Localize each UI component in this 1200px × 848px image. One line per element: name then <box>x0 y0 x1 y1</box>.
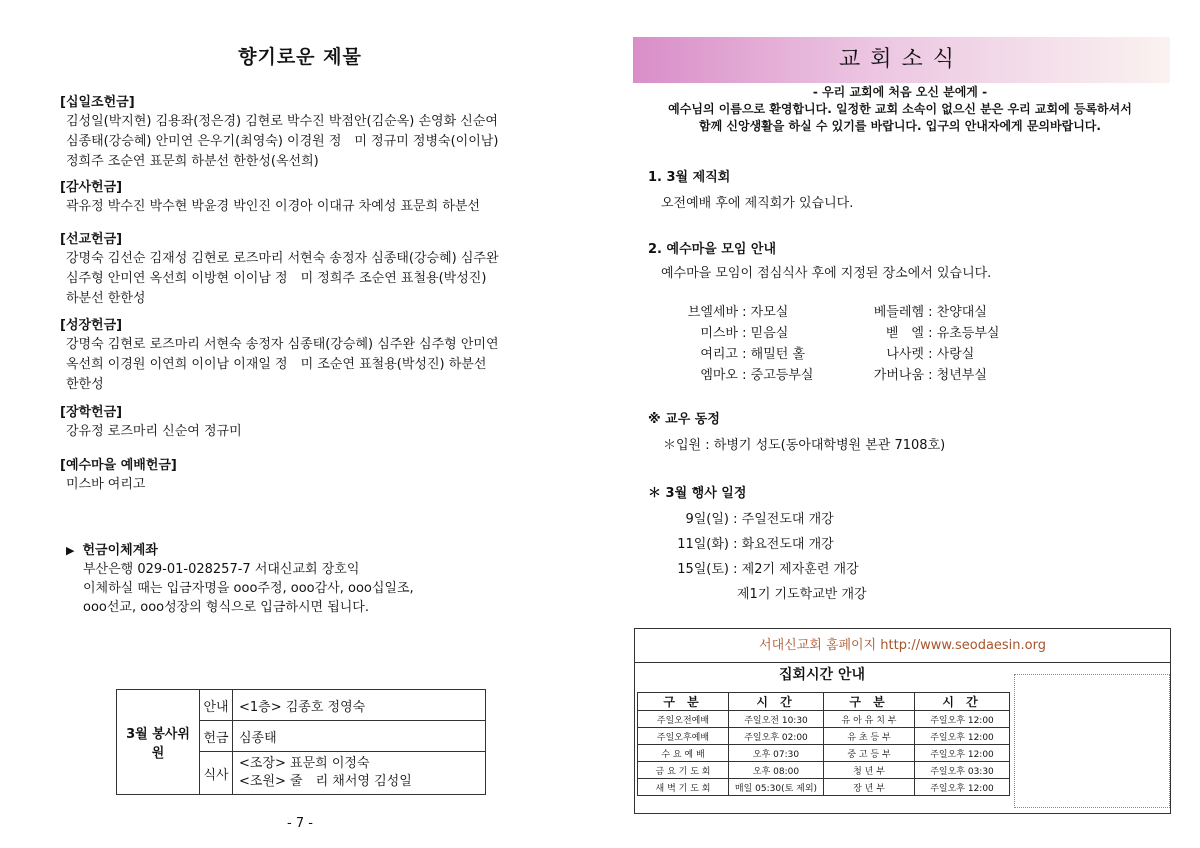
section-line: 정희주 조순연 표문희 하분선 한한성(옥선희) <box>66 154 319 169</box>
group-name: 브엘세바 <box>687 305 738 320</box>
table-cell: 새 벽 기 도 회 <box>638 779 729 796</box>
group-name: 가버나움 <box>873 368 924 383</box>
room-name: 찬양대실 <box>936 305 987 320</box>
volunteer-category: 안내 <box>200 690 233 721</box>
section-body <box>60 422 560 442</box>
group-name: 미스바 <box>700 326 738 341</box>
volunteer-name-line: <조원> 줄 리 채서영 김성일 <box>239 774 412 789</box>
item-heading: 1. 3월 제직회 <box>648 170 731 185</box>
group-name: 엠마오 <box>700 368 738 383</box>
room-name: 사랑실 <box>936 347 975 362</box>
section-heading: [감사헌금] <box>60 180 123 195</box>
table-cell: 금 요 기 도 회 <box>638 762 729 779</box>
list-item: 11일(화) : 화요전도대 개강 <box>663 533 867 558</box>
room-name: 중고등부실 <box>750 368 814 383</box>
section-body <box>60 112 560 172</box>
table-cell: 매일 05:30(토 제외) <box>729 779 824 796</box>
volunteer-name-line: <조장> 표문희 이정숙 <box>239 756 370 771</box>
event-text: 제2기 제자훈련 개강 <box>741 562 859 577</box>
section-line: 미스바 여리고 <box>66 477 146 492</box>
section-line: 하분선 한한성 <box>66 291 146 306</box>
event-date: 11일(화) <box>677 537 729 552</box>
group-name: 여리고 <box>700 347 738 362</box>
item-text: 오전예배 후에 제직회가 있습니다. <box>661 196 854 211</box>
table-row <box>638 779 1010 796</box>
meeting-title: 집회시간 안내 <box>778 667 866 683</box>
room-name: 자모실 <box>750 305 789 320</box>
room-name: 믿음실 <box>750 326 789 341</box>
table-cell: 주일오후 12:00 <box>915 745 1010 762</box>
welcome-line: 함께 신앙생활을 하실 수 있기를 바랍니다. 입구의 안내자에게 문의바랍니다. <box>699 119 1101 133</box>
room-list-left <box>664 301 813 385</box>
section-line: 곽유정 박수진 박수현 박윤경 박인진 이경아 이대규 차예성 표문희 하분선 <box>66 199 480 214</box>
list-item: 9일(일) : 주일전도대 개강 <box>663 508 867 533</box>
list-item: 벧 엘 : 유초등부실 <box>850 322 999 343</box>
church-news-banner: 교회소식 <box>633 37 1170 83</box>
account-body <box>66 560 536 617</box>
table-cell: 주일오후 12:00 <box>915 779 1010 796</box>
offering-section-village <box>60 454 560 495</box>
item-text: 예수마을 모임이 점심식사 후에 지정된 장소에서 있습니다. <box>661 266 992 281</box>
meeting-table <box>637 692 1010 796</box>
section-line: 강명숙 김선순 김재성 김현로 로즈마리 서현숙 송정자 심종태(강승혜) 심주완 <box>66 251 499 266</box>
section-heading: [성장헌금] <box>60 318 123 333</box>
table-cell: 주일오후 03:30 <box>915 762 1010 779</box>
account-line: ooo선교, ooo성장의 형식으로 입금하시면 됩니다. <box>83 600 370 615</box>
table-cell: 유 초 등 부 <box>824 728 915 745</box>
column-header: 구 분 <box>638 693 729 711</box>
table-cell: 주일오후예배 <box>638 728 729 745</box>
offering-section-tithe <box>60 91 560 172</box>
offering-section-mission <box>60 228 560 309</box>
table-row <box>638 711 1010 728</box>
section-line: 김성일(박지현) 김용좌(정은경) 김현로 박수진 박점안(김순옥) 손영화 신순여 <box>66 114 498 129</box>
news-text: ＊입원 : 하병기 성도(동아대학병원 본관 7108호) <box>663 438 946 453</box>
list-item: 여리고 : 해밀턴 홀 <box>664 343 813 364</box>
column-header: 시 간 <box>729 693 824 711</box>
group-name: 벧 엘 <box>885 326 924 341</box>
section-line: 옥선희 이경원 이연희 이이남 이재일 정 미 조순연 표철용(박성진) 하분선 <box>66 357 487 372</box>
section-line: 강명숙 김현로 로즈마리 서현숙 송정자 심종태(강승혜) 심주완 심주형 안미연 <box>66 337 499 352</box>
column-header: 구 분 <box>824 693 915 711</box>
event-text: 제1기 기도학교반 개강 <box>737 587 867 602</box>
section-heading: [장학헌금] <box>60 405 123 420</box>
list-item: 미스바 : 믿음실 <box>664 322 813 343</box>
table-cell: 오후 07:30 <box>729 745 824 762</box>
group-name: 나사렛 <box>886 347 924 362</box>
list-item <box>663 583 867 608</box>
page-number: - 7 - <box>287 816 313 831</box>
volunteer-category: 식사 <box>200 752 233 795</box>
item-heading: 2. 예수마을 모임 안내 <box>648 242 777 257</box>
section-body <box>60 197 560 217</box>
volunteer-label: 3월 봉사위원 <box>117 690 200 795</box>
section-heading: [선교헌금] <box>60 232 123 247</box>
list-item: 브엘세바 : 자모실 <box>664 301 813 322</box>
event-date: 15일(토) <box>677 562 729 577</box>
section-line: 한한성 <box>66 377 104 392</box>
list-item: 가버나움 : 청년부실 <box>850 364 999 385</box>
table-row <box>638 745 1010 762</box>
section-body <box>60 249 560 309</box>
table-cell: 주일오후 02:00 <box>729 728 824 745</box>
homepage-link[interactable]: 서대신교회 홈페이지 http://www.seodaesin.org <box>634 628 1171 663</box>
section-heading: [십일조헌금] <box>60 95 135 110</box>
section-line: 심주형 안미연 옥선희 이방현 이이남 정 미 정희주 조순연 표철용(박성진) <box>66 271 487 286</box>
event-list <box>663 508 867 608</box>
account-line: 부산은행 029-01-028257-7 서대신교회 장호익 <box>83 562 360 577</box>
welcome-message <box>640 84 1160 135</box>
event-text: 화요전도대 개강 <box>741 537 834 552</box>
offering-section-thanks <box>60 176 560 217</box>
list-item: 베들레헴 : 찬양대실 <box>850 301 999 322</box>
event-text: 주일전도대 개강 <box>741 512 834 527</box>
events-heading: ＊ 3월 행사 일정 <box>648 486 747 501</box>
table-cell: 오후 08:00 <box>729 762 824 779</box>
news-heading: ※ 교우 동정 <box>648 412 720 427</box>
volunteer-names: <1층> 김종호 정영숙 <box>233 690 486 721</box>
list-item: 나사렛 : 사랑실 <box>850 343 999 364</box>
volunteer-names <box>233 752 486 795</box>
list-item: 15일(토) : 제2기 제자훈련 개강 <box>663 558 867 583</box>
offering-section-growth <box>60 314 560 395</box>
table-cell: 청 년 부 <box>824 762 915 779</box>
list-item: 엠마오 : 중고등부실 <box>664 364 813 385</box>
bank-account-info <box>66 541 536 617</box>
triangle-right-icon: ▶ <box>66 544 75 557</box>
table-cell: 유 아 유 치 부 <box>824 711 915 728</box>
volunteer-table <box>116 689 486 795</box>
page-title: 향기로운 제물 <box>238 46 362 68</box>
table-cell: 중 고 등 부 <box>824 745 915 762</box>
room-name: 유초등부실 <box>936 326 1000 341</box>
table-row <box>638 728 1010 745</box>
account-heading <box>66 541 536 560</box>
table-cell: 주일오후 12:00 <box>915 711 1010 728</box>
offering-section-scholarship <box>60 401 560 442</box>
section-heading: [예수마을 예배헌금] <box>60 458 177 473</box>
column-header: 시 간 <box>915 693 1010 711</box>
welcome-line: 예수님의 이름으로 환영합니다. 일정한 교회 소속이 없으신 분은 우리 교회에 등록하셔서 <box>668 102 1132 116</box>
volunteer-names: 심종태 <box>233 721 486 752</box>
section-body <box>60 475 560 495</box>
table-cell: 주일오전예배 <box>638 711 729 728</box>
room-name: 청년부실 <box>936 368 987 383</box>
table-cell: 주일오후 12:00 <box>915 728 1010 745</box>
map-placeholder-box <box>1014 674 1170 808</box>
section-line: 강유정 로즈마리 신순여 정규미 <box>66 424 242 439</box>
account-line: 이체하실 때는 입금자명을 ooo주정, ooo감사, ooo십일조, <box>83 581 414 596</box>
welcome-heading: - 우리 교회에 처음 오신 분에게 - <box>812 85 988 99</box>
table-cell: 장 년 부 <box>824 779 915 796</box>
account-heading-text: 헌금이체계좌 <box>82 543 158 558</box>
table-row <box>638 762 1010 779</box>
section-body <box>60 335 560 395</box>
table-cell: 수 요 예 배 <box>638 745 729 762</box>
table-cell: 주일오전 10:30 <box>729 711 824 728</box>
table-header-row <box>638 693 1010 711</box>
room-name: 해밀턴 홀 <box>750 347 806 362</box>
table-row <box>117 690 486 721</box>
event-date: 9일(일) <box>685 512 729 527</box>
volunteer-category: 헌금 <box>200 721 233 752</box>
section-line: 심종태(강승혜) 안미연 은우기(최영숙) 이경원 정 미 정규미 정병숙(이이남) <box>66 134 499 149</box>
room-list-right <box>850 301 999 385</box>
group-name: 베들레헴 <box>873 305 924 320</box>
